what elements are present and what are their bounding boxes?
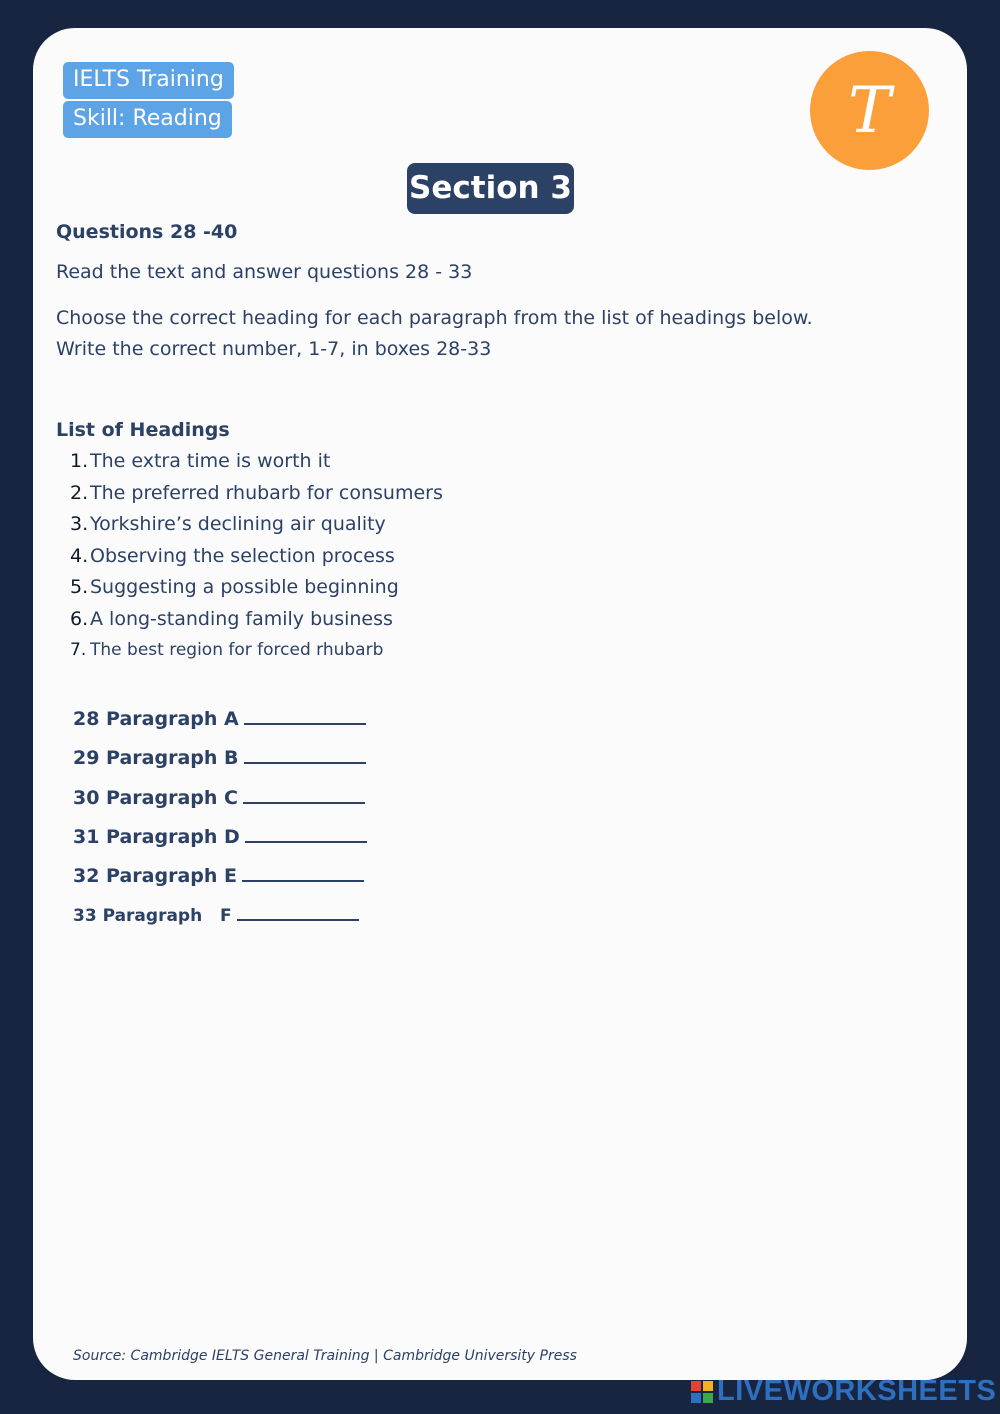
answer-blank[interactable] — [245, 825, 367, 843]
instruction-write: Write the correct number, 1-7, in boxes 28-33 — [56, 338, 492, 360]
heading-text: Observing the selection process — [90, 545, 395, 567]
heading-item — [70, 545, 395, 567]
answer-blank[interactable] — [244, 707, 366, 725]
answer-label: 32 Paragraph E — [73, 865, 237, 887]
logo-letter: T — [848, 73, 891, 148]
answer-row — [73, 707, 366, 730]
skill-tag: Skill: Reading — [63, 101, 232, 138]
answer-row — [73, 864, 364, 887]
worksheet-page — [33, 28, 967, 1380]
answer-row — [73, 903, 359, 926]
heading-item — [70, 608, 393, 630]
heading-text: Suggesting a possible beginning — [90, 576, 399, 598]
section-title: Section 3 — [407, 163, 574, 214]
heading-item — [70, 513, 386, 535]
answer-blank[interactable] — [237, 903, 359, 921]
heading-number: 1. — [70, 450, 89, 472]
brand-logo — [810, 51, 929, 170]
answer-label: 29 Paragraph B — [73, 747, 239, 769]
headings-list-title: List of Headings — [56, 419, 230, 441]
answer-row — [73, 746, 366, 769]
heading-item — [70, 640, 383, 660]
answer-label: 33 Paragraph F — [73, 906, 232, 926]
heading-item — [70, 450, 330, 472]
answer-label: 28 Paragraph A — [73, 708, 239, 730]
answer-row — [73, 825, 367, 848]
heading-number: 6. — [70, 608, 89, 630]
heading-number: 7. — [70, 640, 87, 660]
heading-text: The preferred rhubarb for consumers — [90, 482, 443, 504]
answer-blank[interactable] — [242, 864, 364, 882]
course-tag: IELTS Training — [63, 62, 234, 99]
heading-number: 5. — [70, 576, 89, 598]
heading-number: 4. — [70, 545, 89, 567]
heading-number: 2. — [70, 482, 89, 504]
answer-row — [73, 786, 365, 809]
liveworksheets-wordmark: LIVEWORKSHEETS — [717, 1375, 997, 1407]
heading-text: A long-standing family business — [90, 608, 393, 630]
heading-text: The best region for forced rhubarb — [90, 640, 384, 660]
question-range: Questions 28 -40 — [56, 221, 238, 243]
answer-label: 30 Paragraph C — [73, 787, 238, 809]
answer-blank[interactable] — [244, 746, 366, 764]
answer-label: 31 Paragraph D — [73, 826, 240, 848]
heading-item — [70, 576, 399, 598]
source-citation: Source: Cambridge IELTS General Training | Cambridge University Press — [73, 1348, 577, 1364]
liveworksheets-watermark — [691, 1377, 996, 1406]
heading-text: Yorkshire’s declining air quality — [90, 513, 386, 535]
heading-number: 3. — [70, 513, 89, 535]
heading-item — [70, 482, 443, 504]
answer-blank[interactable] — [243, 786, 365, 804]
heading-text: The extra time is worth it — [90, 450, 331, 472]
liveworksheets-logo-icon — [691, 1381, 713, 1403]
instruction-read: Read the text and answer questions 28 - 33 — [56, 261, 473, 283]
instruction-choose: Choose the correct heading for each paragraph from the list of headings below. — [56, 307, 813, 329]
